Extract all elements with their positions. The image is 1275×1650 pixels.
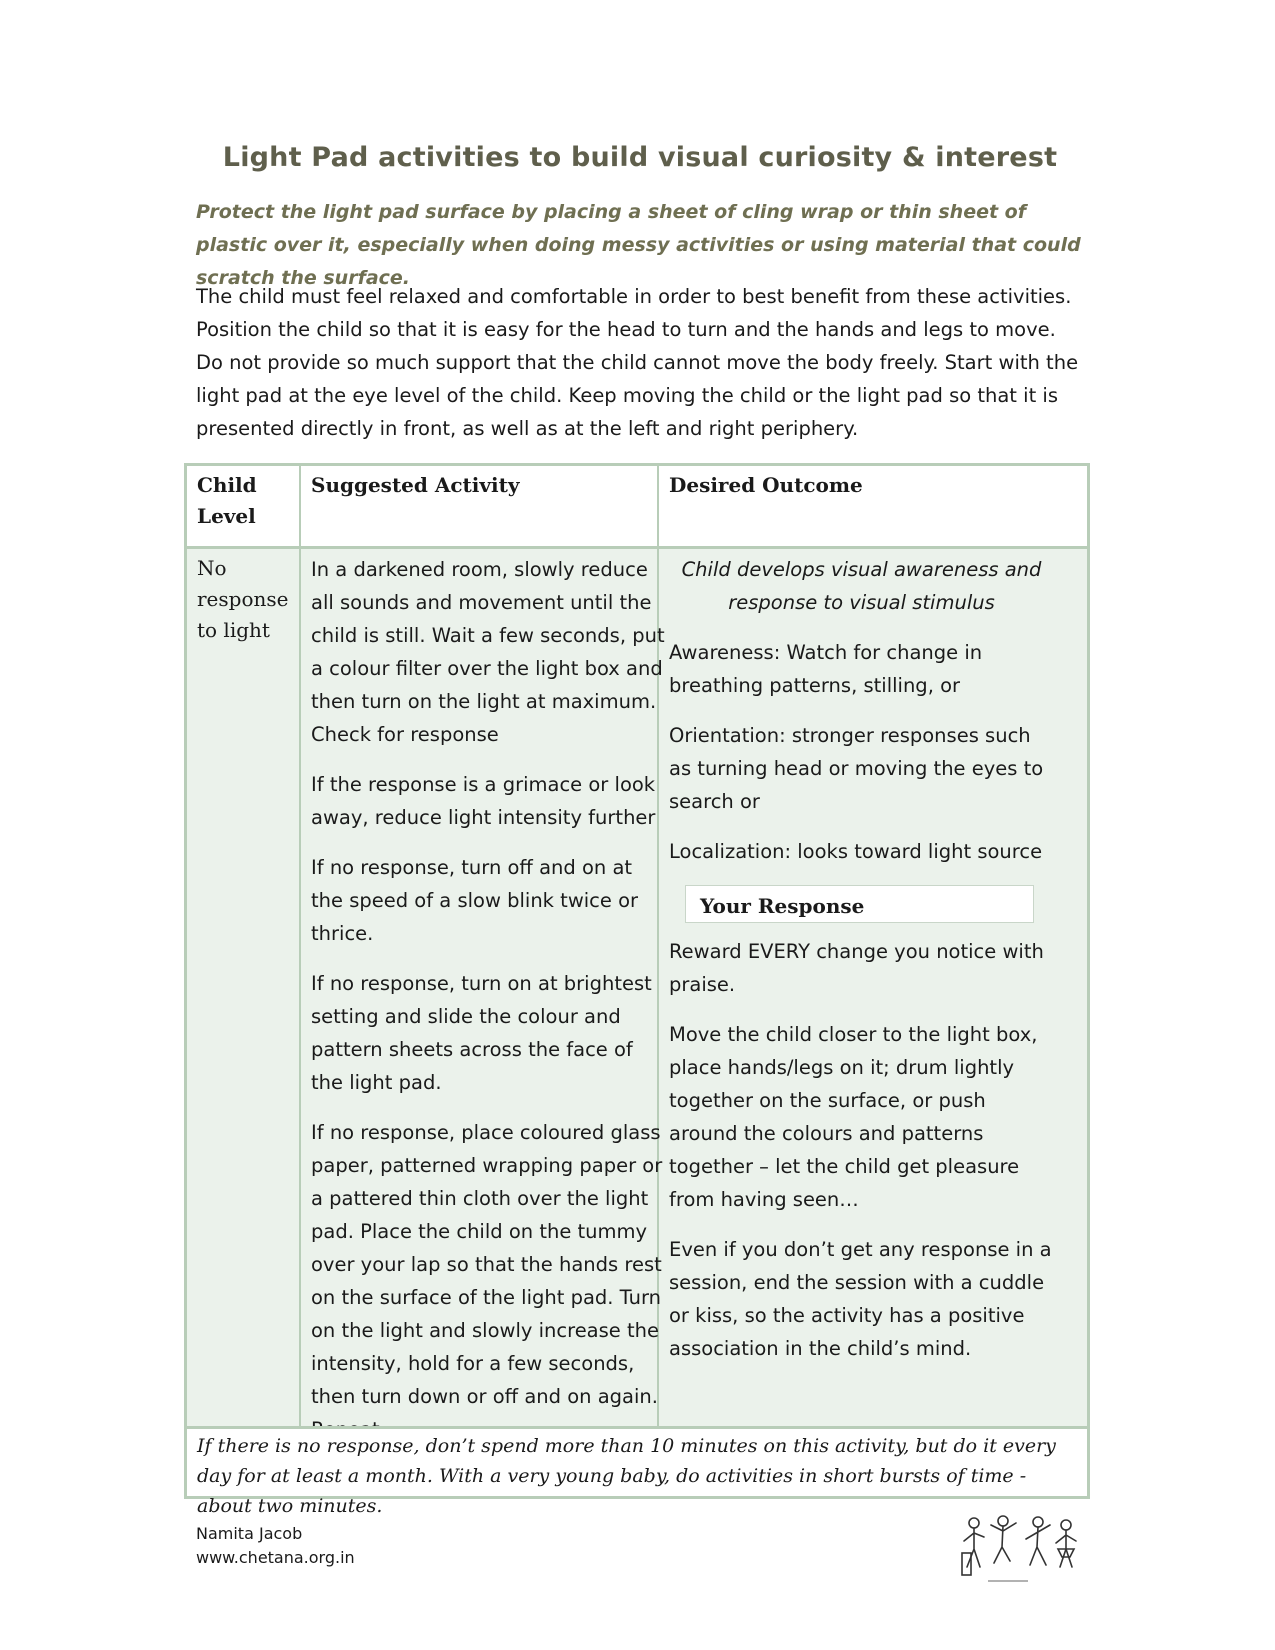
header-child-level: Child Level	[197, 473, 257, 528]
table-row	[187, 549, 1087, 1426]
author-block	[196, 1522, 355, 1570]
activity-table	[184, 463, 1090, 1517]
header-suggested-activity: Suggested Activity	[311, 473, 520, 497]
activity-step: In a darkened room, slowly reduce all sounds and movement until the child is still. Wait a few seconds, put a colour filter over the light box and then turn on the light at maximum. Check for response	[311, 558, 665, 746]
activity-step: If no response, place coloured glass paper, patterned wrapping paper or a pattered thin cloth over the light pad. Place the child on the tummy over your lap so that the hands rest on the surface of the light pad. Turn on the light and slowly increase the intensity, hold for a few seconds, then turn down or off and on again.	[311, 1121, 663, 1408]
cell-suggested-activity	[311, 553, 666, 1463]
table-footer-row	[187, 1426, 1087, 1517]
intro-note: Protect the light pad surface by placing a sheet of cling wrap or thin sheet of plastic over it, especially when doing messy activities or using material that could scratch the surface.	[196, 201, 1081, 289]
cell-desired-outcome	[669, 553, 1054, 1382]
response-item: Reward EVERY change you notice with praise.	[669, 940, 1044, 996]
cell-child-level: No response to light	[197, 556, 289, 642]
header-desired-outcome: Desired Outcome	[669, 473, 863, 497]
page-title: Light Pad activities to build visual curiosity & interest	[222, 142, 1058, 173]
activity-step: If the response is a grimace or look away, reduce light intensity further	[311, 773, 656, 829]
response-item: Move the child closer to the light box, place hands/legs on it; drum lightly together on the surface, or push around the colours and patterns together – let the child get pleasure from having seen…	[669, 1023, 1038, 1211]
outcome-item: Localization: looks toward light source	[669, 840, 1043, 863]
table-footer-note: If there is no response, don’t spend more than 10 minutes on this activity, but do it every day for at least a month. With a very young baby, do activities in short bursts of time - about two minutes.	[197, 1435, 1056, 1517]
outcome-item: Orientation: stronger responses such as turning head or moving the eyes to search or	[669, 724, 1044, 813]
activity-step: If no response, turn off and on at the speed of a slow blink twice or thrice.	[311, 856, 639, 945]
children-playing-logo-icon	[958, 1513, 1083, 1587]
your-response-label: Your Response	[685, 885, 1034, 923]
activity-step: If no response, turn on at brightest setting and slide the colour and pattern sheets across the face of the light pad.	[311, 972, 652, 1094]
outcome-heading: Child develops visual awareness and response to visual stimulus	[681, 558, 1042, 614]
outcome-item: Awareness: Watch for change in breathing patterns, stilling, or	[669, 641, 983, 697]
response-item: Even if you don’t get any response in a session, end the session with a cuddle or kiss, so the activity has a positive association in the child’s mind.	[669, 1238, 1052, 1360]
author-website: www.chetana.org.in	[196, 1548, 355, 1567]
author-name: Namita Jacob	[196, 1524, 303, 1543]
table-header-row	[187, 466, 1087, 549]
intro-paragraph: The child must feel relaxed and comfortable in order to best benefit from these activities. Position the child so that it is easy for the head to turn and the hands and legs to move. Do not provide so much support that the child cannot move the body freely. Start with the light pad at the eye level of the child. Keep moving the child or the light pad so that it is presented directly in front, as well as at the left and right periphery.	[196, 285, 1079, 440]
